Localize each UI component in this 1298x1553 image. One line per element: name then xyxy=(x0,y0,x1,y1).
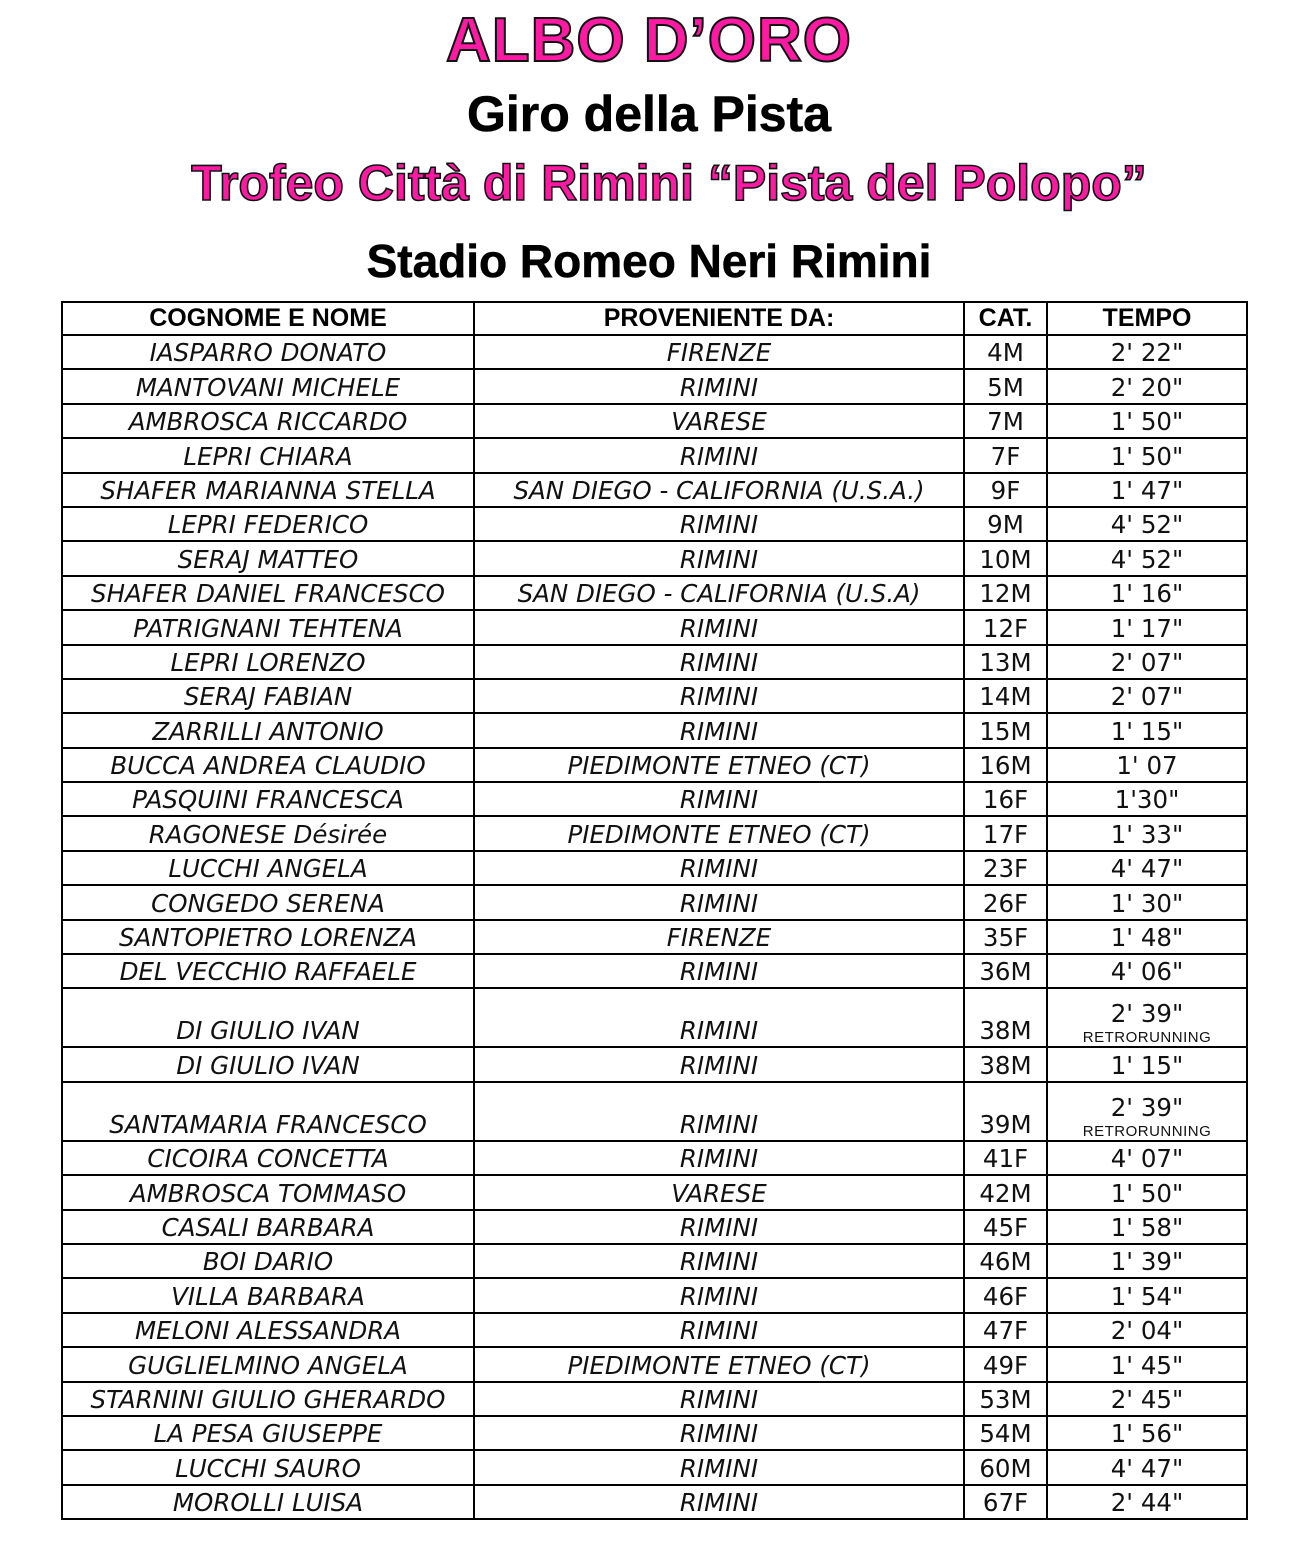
time-value: 1' 58" xyxy=(1110,1212,1184,1242)
time-cell xyxy=(1047,507,1247,541)
athlete-name-cell: LUCCHI ANGELA xyxy=(62,851,474,885)
origin-cell: RIMINI xyxy=(474,679,964,713)
athlete-name-cell: MELONI ALESSANDRA xyxy=(62,1313,474,1347)
page-title: ALBO D’ORO xyxy=(445,6,853,75)
origin-cell: RIMINI xyxy=(474,369,964,403)
category-cell: 38M xyxy=(964,988,1047,1047)
time-value: 1' 50" xyxy=(1110,441,1184,471)
category-cell: 7M xyxy=(964,404,1047,438)
table-row xyxy=(62,782,1247,816)
origin-cell: RIMINI xyxy=(474,1210,964,1244)
category-cell: 5M xyxy=(964,369,1047,403)
column-header-time: TEMPO xyxy=(1047,302,1247,335)
origin-cell: SAN DIEGO - CALIFORNIA (U.S.A.) xyxy=(474,473,964,507)
time-value: 2' 39" xyxy=(1110,999,1184,1029)
category-cell: 35F xyxy=(964,920,1047,954)
athlete-name-cell: DI GIULIO IVAN xyxy=(62,1047,474,1081)
athlete-name-cell: LUCCHI SAURO xyxy=(62,1450,474,1484)
table-row xyxy=(62,748,1247,782)
category-cell: 23F xyxy=(964,851,1047,885)
category-cell: 16M xyxy=(964,748,1047,782)
athlete-name-cell: LEPRI FEDERICO xyxy=(62,507,474,541)
origin-cell: RIMINI xyxy=(474,1485,964,1519)
category-cell: 45F xyxy=(964,1210,1047,1244)
origin-cell: RIMINI xyxy=(474,1047,964,1081)
time-note: RETRORUNNING xyxy=(1082,1122,1212,1140)
origin-cell: VARESE xyxy=(474,404,964,438)
origin-cell: FIRENZE xyxy=(474,920,964,954)
column-header-category: CAT. xyxy=(964,302,1047,335)
venue-title: Stadio Romeo Neri Rimini xyxy=(366,235,932,287)
origin-cell: PIEDIMONTE ETNEO (CT) xyxy=(474,748,964,782)
origin-cell: RIMINI xyxy=(474,782,964,816)
time-value: 1' 30" xyxy=(1110,888,1184,918)
table-row xyxy=(62,1047,1247,1081)
table-row xyxy=(62,1416,1247,1450)
time-value: 1' 16" xyxy=(1110,579,1184,609)
time-value: 4' 52" xyxy=(1110,544,1184,574)
time-note: RETRORUNNING xyxy=(1082,1029,1212,1047)
time-value: 1' 39" xyxy=(1110,1247,1184,1277)
time-cell xyxy=(1047,920,1247,954)
time-cell xyxy=(1047,1278,1247,1312)
time-value: 1' 50" xyxy=(1110,1178,1184,1208)
origin-cell: RIMINI xyxy=(474,1244,964,1278)
category-cell: 67F xyxy=(964,1485,1047,1519)
athlete-name-cell: CONGEDO SERENA xyxy=(62,885,474,919)
category-cell: 10M xyxy=(964,541,1047,575)
time-value: 1' 50" xyxy=(1110,407,1184,437)
origin-cell: RIMINI xyxy=(474,1313,964,1347)
time-cell xyxy=(1047,610,1247,644)
table-row xyxy=(62,541,1247,575)
athlete-name-cell: AMBROSCA TOMMASO xyxy=(62,1175,474,1209)
athlete-name-cell: SANTOPIETRO LORENZA xyxy=(62,920,474,954)
origin-cell: RIMINI xyxy=(474,713,964,747)
time-value: 4' 07" xyxy=(1110,1144,1184,1174)
athlete-name-cell: RAGONESE Désirée xyxy=(62,816,474,850)
table-row xyxy=(62,816,1247,850)
time-value: 2' 07" xyxy=(1110,647,1184,677)
table-row xyxy=(62,645,1247,679)
category-cell: 49F xyxy=(964,1347,1047,1381)
time-value: 2' 45" xyxy=(1110,1384,1184,1414)
origin-cell: RIMINI xyxy=(474,541,964,575)
category-cell: 4M xyxy=(964,335,1047,369)
origin-cell: PIEDIMONTE ETNEO (CT) xyxy=(474,816,964,850)
time-value: 1' 54" xyxy=(1110,1281,1184,1311)
category-cell: 12F xyxy=(964,610,1047,644)
table-row xyxy=(62,473,1247,507)
athlete-name-cell: SHAFER MARIANNA STELLA xyxy=(62,473,474,507)
athlete-name-cell: DEL VECCHIO RAFFAELE xyxy=(62,954,474,988)
category-cell: 47F xyxy=(964,1313,1047,1347)
category-cell: 17F xyxy=(964,816,1047,850)
athlete-name-cell: SHAFER DANIEL FRANCESCO xyxy=(62,576,474,610)
origin-cell: RIMINI xyxy=(474,954,964,988)
time-cell xyxy=(1047,1382,1247,1416)
origin-cell: PIEDIMONTE ETNEO (CT) xyxy=(474,1347,964,1381)
table-row xyxy=(62,1210,1247,1244)
category-cell: 39M xyxy=(964,1082,1047,1141)
table-row xyxy=(62,576,1247,610)
category-cell: 7F xyxy=(964,438,1047,472)
time-value: 1' 15" xyxy=(1110,1050,1184,1080)
category-cell: 12M xyxy=(964,576,1047,610)
time-cell xyxy=(1047,679,1247,713)
category-cell: 9M xyxy=(964,507,1047,541)
athlete-name-cell: SERAJ FABIAN xyxy=(62,679,474,713)
table-header-row xyxy=(62,302,1247,335)
origin-cell: RIMINI xyxy=(474,1416,964,1450)
origin-cell: VARESE xyxy=(474,1175,964,1209)
athlete-name-cell: SERAJ MATTEO xyxy=(62,541,474,575)
category-cell: 54M xyxy=(964,1416,1047,1450)
table-row xyxy=(62,920,1247,954)
table-row xyxy=(62,1313,1247,1347)
table-row xyxy=(62,713,1247,747)
origin-cell: RIMINI xyxy=(474,507,964,541)
time-value: 1' 15" xyxy=(1110,716,1184,746)
time-value: 1' 45" xyxy=(1110,1350,1184,1380)
category-cell: 38M xyxy=(964,1047,1047,1081)
athlete-name-cell: STARNINI GIULIO GHERARDO xyxy=(62,1382,474,1416)
time-cell xyxy=(1047,1141,1247,1175)
origin-cell: RIMINI xyxy=(474,851,964,885)
time-value: 1' 56" xyxy=(1110,1419,1184,1449)
table-row xyxy=(62,335,1247,369)
time-value: 1' 17" xyxy=(1110,613,1184,643)
time-cell xyxy=(1047,713,1247,747)
category-cell: 36M xyxy=(964,954,1047,988)
time-value: 4' 06" xyxy=(1110,957,1184,987)
table-row xyxy=(62,438,1247,472)
time-cell xyxy=(1047,1175,1247,1209)
time-cell xyxy=(1047,885,1247,919)
origin-cell: RIMINI xyxy=(474,610,964,644)
category-cell: 41F xyxy=(964,1141,1047,1175)
athlete-name-cell: MOROLLI LUISA xyxy=(62,1485,474,1519)
column-header-name: COGNOME E NOME xyxy=(62,302,474,335)
table-row xyxy=(62,1450,1247,1484)
time-value: 2' 07" xyxy=(1110,682,1184,712)
time-cell xyxy=(1047,1347,1247,1381)
time-cell xyxy=(1047,473,1247,507)
athlete-name-cell: ZARRILLI ANTONIO xyxy=(62,713,474,747)
time-cell xyxy=(1047,954,1247,988)
time-cell xyxy=(1047,369,1247,403)
table-row xyxy=(62,988,1247,1047)
table-row xyxy=(62,1175,1247,1209)
table-row xyxy=(62,851,1247,885)
event-subtitle: Giro della Pista xyxy=(466,86,831,142)
origin-cell: RIMINI xyxy=(474,438,964,472)
origin-cell: RIMINI xyxy=(474,1382,964,1416)
table-row xyxy=(62,404,1247,438)
time-cell xyxy=(1047,748,1247,782)
time-value: 2' 44" xyxy=(1110,1488,1184,1518)
origin-cell: FIRENZE xyxy=(474,335,964,369)
category-cell: 60M xyxy=(964,1450,1047,1484)
athlete-name-cell: AMBROSCA RICCARDO xyxy=(62,404,474,438)
time-cell xyxy=(1047,1416,1247,1450)
table-row xyxy=(62,885,1247,919)
time-cell xyxy=(1047,1313,1247,1347)
table-row xyxy=(62,1347,1247,1381)
athlete-name-cell: PASQUINI FRANCESCA xyxy=(62,782,474,816)
category-cell: 26F xyxy=(964,885,1047,919)
athlete-name-cell: LA PESA GIUSEPPE xyxy=(62,1416,474,1450)
results-table xyxy=(61,301,1248,1520)
time-value: 1'30" xyxy=(1114,785,1180,815)
origin-cell: RIMINI xyxy=(474,645,964,679)
category-cell: 13M xyxy=(964,645,1047,679)
time-cell xyxy=(1047,1082,1247,1141)
table-row xyxy=(62,369,1247,403)
time-cell xyxy=(1047,816,1247,850)
time-cell xyxy=(1047,541,1247,575)
time-value: 4' 52" xyxy=(1110,510,1184,540)
time-value: 4' 47" xyxy=(1110,1453,1184,1483)
athlete-name-cell: LEPRI LORENZO xyxy=(62,645,474,679)
time-cell xyxy=(1047,1485,1247,1519)
athlete-name-cell: BUCCA ANDREA CLAUDIO xyxy=(62,748,474,782)
athlete-name-cell: DI GIULIO IVAN xyxy=(62,988,474,1047)
time-value: 2' 22" xyxy=(1110,338,1184,368)
time-value: 1' 48" xyxy=(1110,923,1184,953)
table-row xyxy=(62,1382,1247,1416)
table-row xyxy=(62,610,1247,644)
table-row xyxy=(62,1141,1247,1175)
athlete-name-cell: CICOIRA CONCETTA xyxy=(62,1141,474,1175)
time-cell xyxy=(1047,335,1247,369)
athlete-name-cell: VILLA BARBARA xyxy=(62,1278,474,1312)
origin-cell: RIMINI xyxy=(474,1141,964,1175)
category-cell: 46F xyxy=(964,1278,1047,1312)
origin-cell: RIMINI xyxy=(474,988,964,1047)
time-value: 1' 33" xyxy=(1110,819,1184,849)
athlete-name-cell: PATRIGNANI TEHTENA xyxy=(62,610,474,644)
time-cell xyxy=(1047,1450,1247,1484)
time-value: 1' 47" xyxy=(1110,475,1184,505)
category-cell: 15M xyxy=(964,713,1047,747)
time-value: 2' 39" xyxy=(1110,1092,1184,1122)
athlete-name-cell: MANTOVANI MICHELE xyxy=(62,369,474,403)
origin-cell: RIMINI xyxy=(474,1450,964,1484)
athlete-name-cell: IASPARRO DONATO xyxy=(62,335,474,369)
category-cell: 53M xyxy=(964,1382,1047,1416)
time-cell xyxy=(1047,576,1247,610)
results-table-body xyxy=(62,335,1247,1519)
table-row xyxy=(62,1244,1247,1278)
athlete-name-cell: GUGLIELMINO ANGELA xyxy=(62,1347,474,1381)
time-cell xyxy=(1047,1244,1247,1278)
origin-cell: RIMINI xyxy=(474,885,964,919)
category-cell: 9F xyxy=(964,473,1047,507)
time-cell xyxy=(1047,782,1247,816)
column-header-origin: PROVENIENTE DA: xyxy=(474,302,964,335)
category-cell: 16F xyxy=(964,782,1047,816)
table-row xyxy=(62,1485,1247,1519)
category-cell: 14M xyxy=(964,679,1047,713)
athlete-name-cell: BOI DARIO xyxy=(62,1244,474,1278)
time-cell xyxy=(1047,1210,1247,1244)
table-row xyxy=(62,679,1247,713)
time-cell xyxy=(1047,851,1247,885)
origin-cell: SAN DIEGO - CALIFORNIA (U.S.A) xyxy=(474,576,964,610)
table-row xyxy=(62,507,1247,541)
time-value: 2' 20" xyxy=(1110,372,1184,402)
category-cell: 46M xyxy=(964,1244,1047,1278)
table-row xyxy=(62,1278,1247,1312)
origin-cell: RIMINI xyxy=(474,1082,964,1141)
trophy-title: Trofeo Città di Rimini “Pista del Polopo” xyxy=(191,155,1147,211)
athlete-name-cell: LEPRI CHIARA xyxy=(62,438,474,472)
athlete-name-cell: CASALI BARBARA xyxy=(62,1210,474,1244)
category-cell: 42M xyxy=(964,1175,1047,1209)
athlete-name-cell: SANTAMARIA FRANCESCO xyxy=(62,1082,474,1141)
time-cell xyxy=(1047,645,1247,679)
table-row xyxy=(62,1082,1247,1141)
time-value: 4' 47" xyxy=(1110,854,1184,884)
time-cell xyxy=(1047,438,1247,472)
time-cell xyxy=(1047,404,1247,438)
time-value: 2' 04" xyxy=(1110,1316,1184,1346)
time-cell xyxy=(1047,1047,1247,1081)
time-value: 1' 07 xyxy=(1116,751,1178,781)
time-cell xyxy=(1047,988,1247,1047)
table-row xyxy=(62,954,1247,988)
origin-cell: RIMINI xyxy=(474,1278,964,1312)
